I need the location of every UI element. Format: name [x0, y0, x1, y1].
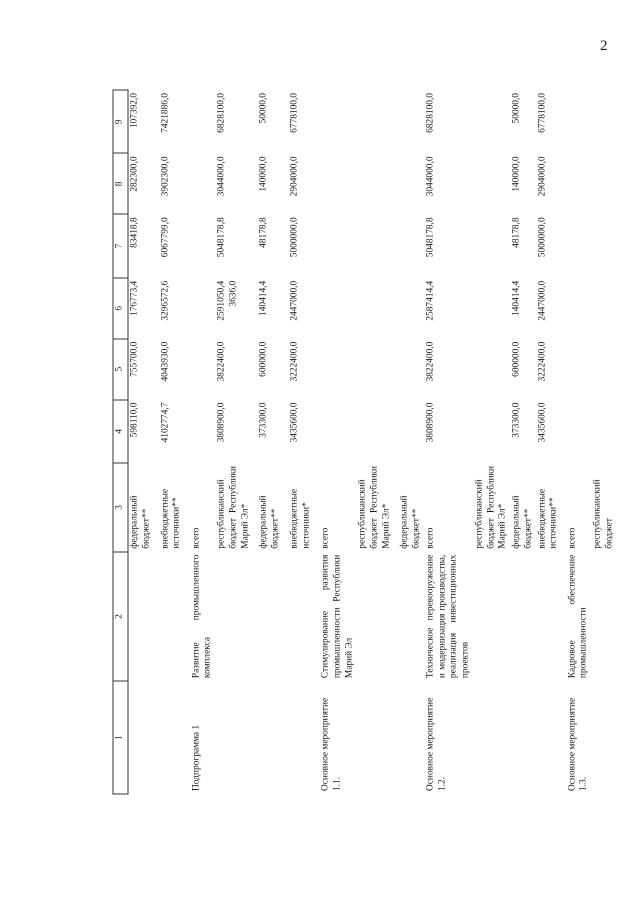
- value-cell: [357, 339, 399, 400]
- value-cell: 5048178,8: [216, 217, 227, 258]
- program-name-cell: Основное мероприятие 1.1.: [320, 697, 343, 791]
- program-description-cell: [159, 552, 190, 681]
- value-cell: 3808900,0: [425, 402, 436, 443]
- table-row: [566, 90, 592, 794]
- value-cell: [320, 400, 357, 463]
- value-cell: [190, 90, 216, 153]
- value-cell: 3222400,0: [537, 341, 547, 382]
- value-cell: 6828100,0: [425, 93, 436, 133]
- value-cell: 3808900,0: [216, 402, 227, 443]
- program-name-cell: [473, 681, 510, 794]
- value-cell: 50000,0: [258, 93, 269, 124]
- column-number: 4: [113, 400, 128, 463]
- column-number: 2: [113, 552, 128, 681]
- funding-source-cell: федеральный бюджет**: [258, 495, 281, 549]
- table-row: [190, 90, 216, 794]
- program-name-cell: [258, 681, 289, 794]
- value-cell: 83418,8: [129, 217, 140, 248]
- column-number: 3: [113, 463, 128, 552]
- program-table-frame: [113, 90, 615, 795]
- program-description-cell: [357, 552, 399, 681]
- value-cell: 6778100,0: [289, 93, 300, 133]
- value-cell: [320, 90, 357, 153]
- funding-source-cell: республиканский бюджет Республики Марий Эл*: [216, 465, 250, 549]
- value-line: 2591050,4: [216, 280, 227, 321]
- column-number: 6: [113, 278, 128, 339]
- value-cell: 2904000,0: [537, 156, 547, 197]
- program-description-cell: [536, 552, 566, 681]
- value-cell: [592, 278, 618, 339]
- program-name-cell: [128, 681, 159, 794]
- value-cell: [399, 214, 425, 277]
- funding-source-cell: всего: [320, 527, 331, 549]
- program-description-cell: [289, 552, 320, 681]
- program-name-cell: [216, 681, 258, 794]
- funding-source-cell: внебюджетные источники**: [537, 488, 559, 549]
- column-number: 7: [113, 214, 128, 277]
- value-cell: [473, 214, 510, 277]
- value-cell: 3435600,0: [537, 402, 547, 443]
- value-cell: [566, 90, 592, 153]
- value-cell: [592, 153, 618, 214]
- value-cell: 140000,0: [511, 156, 522, 192]
- value-cell: 3296572,6: [160, 280, 170, 321]
- value-cell: 50000,0: [511, 93, 522, 124]
- program-name-cell: Подпрограмма 1: [191, 724, 201, 791]
- value-cell: [320, 153, 357, 214]
- value-cell: 140414,4: [511, 280, 522, 316]
- value-cell: [320, 214, 357, 277]
- value-cell: [473, 400, 510, 463]
- value-cell: 3902300,0: [160, 156, 170, 197]
- value-cell: 176773,4: [129, 280, 140, 316]
- column-number: 5: [113, 339, 128, 400]
- program-description-cell: [216, 552, 258, 681]
- value-cell: [357, 90, 399, 153]
- value-cell: 4102774,7: [160, 402, 170, 443]
- value-cell: 48178,8: [258, 217, 269, 248]
- value-cell: [357, 214, 399, 277]
- funding-source-cell: республиканский бюджет Республики Марий Эл*: [474, 465, 508, 549]
- table-row: [424, 90, 473, 794]
- value-cell: [399, 90, 425, 153]
- value-cell: [320, 339, 357, 400]
- value-cell: [190, 214, 216, 277]
- funding-source-cell: внебюджетные источники*: [289, 488, 312, 549]
- program-description-cell: [399, 552, 425, 681]
- funding-source-cell: всего: [191, 527, 201, 549]
- value-cell: 373300,0: [258, 402, 269, 438]
- value-cell: [566, 153, 592, 214]
- program-name-cell: Основное мероприятие 1.2.: [425, 697, 447, 791]
- program-name-cell: [289, 681, 320, 794]
- value-cell: 282300,0: [129, 156, 140, 192]
- table-row: [258, 90, 289, 794]
- program-description-cell: [258, 552, 289, 681]
- table-row: [399, 90, 425, 794]
- value-line: 3636,0: [228, 280, 239, 307]
- funding-source-cell: федеральный бюджет**: [511, 495, 534, 549]
- value-cell: 755700,0: [129, 341, 140, 377]
- table-row: [159, 90, 190, 794]
- program-description-cell: Кадровое обеспечение промышленности: [567, 554, 589, 679]
- value-cell: [566, 278, 592, 339]
- value-cell: 140414,4: [258, 280, 269, 316]
- value-cell: 48178,8: [511, 217, 522, 248]
- value-cell: [473, 278, 510, 339]
- page-number: 2: [600, 38, 608, 54]
- program-description-cell: Техническое перевооружение и модернизация производства, реализация инвестиционных проектов: [425, 554, 471, 679]
- value-cell: 3822400,0: [216, 341, 227, 382]
- value-cell: [399, 400, 425, 463]
- value-cell: 600000,0: [511, 341, 522, 377]
- value-cell: [399, 339, 425, 400]
- value-cell: 2904000,0: [289, 156, 300, 197]
- value-cell: [566, 339, 592, 400]
- program-name-cell: [511, 681, 537, 794]
- value-cell: 3222400,0: [289, 341, 300, 382]
- program-name-cell: [159, 681, 190, 794]
- funding-source-cell: всего: [567, 527, 577, 549]
- value-cell: 4043930,0: [160, 341, 170, 382]
- value-cell: 5048178,8: [425, 217, 436, 258]
- program-description-cell: [128, 552, 159, 681]
- value-cell: 3044000,0: [425, 156, 436, 197]
- value-cell: [399, 153, 425, 214]
- column-number: 1: [113, 681, 128, 794]
- table-row: [592, 90, 618, 794]
- value-cell: [357, 153, 399, 214]
- program-name-cell: [399, 681, 425, 794]
- program-description-cell: [511, 552, 537, 681]
- value-cell: [399, 278, 425, 339]
- program-description-cell: Стимулирование развития промышленности Республики Марий Эл: [320, 554, 354, 679]
- table-row: [536, 90, 566, 794]
- table-row: [216, 90, 258, 794]
- value-cell: 140000,0: [258, 156, 269, 192]
- funding-source-cell: внебюджетные источники**: [160, 488, 182, 549]
- program-name-cell: [592, 681, 618, 794]
- value-cell: 2587414,4: [425, 280, 436, 321]
- funding-source-cell: всего: [425, 527, 436, 549]
- value-cell: [592, 90, 618, 153]
- value-cell: [473, 153, 510, 214]
- value-cell: 3822400,0: [425, 341, 436, 382]
- funding-source-cell: республиканский бюджет Республики Марий Эл*: [357, 465, 392, 549]
- value-cell: 373300,0: [511, 402, 522, 438]
- value-cell: 598110,0: [129, 402, 140, 438]
- value-cell: 3044000,0: [216, 156, 227, 197]
- table-row: [289, 90, 320, 794]
- value-cell: 7421886,0: [160, 93, 170, 133]
- table-row: [511, 90, 537, 794]
- column-number: 8: [113, 153, 128, 214]
- program-funding-table: [113, 90, 618, 795]
- value-cell: [592, 214, 618, 277]
- value-cell: [592, 339, 618, 400]
- funding-source-cell: федеральный бюджет**: [399, 495, 422, 549]
- value-cell: 600000,0: [258, 341, 269, 377]
- funding-source-cell: федеральный бюджет**: [129, 495, 152, 549]
- table-row: [357, 90, 399, 794]
- value-cell: [190, 153, 216, 214]
- program-name-cell: Основное мероприятие 1.3.: [567, 697, 589, 791]
- funding-source-cell: республиканский бюджет: [592, 479, 615, 549]
- program-name-cell: [357, 681, 399, 794]
- table-row: [473, 90, 510, 794]
- value-cell: 6067799,0: [160, 217, 170, 258]
- value-cell: [216, 278, 258, 339]
- table-row: [320, 90, 357, 794]
- value-cell: [473, 90, 510, 153]
- value-cell: 3435600,0: [289, 402, 300, 443]
- value-cell: 5000000,0: [537, 217, 547, 258]
- value-cell: [190, 400, 216, 463]
- value-cell: [320, 278, 357, 339]
- value-cell: 2447000,0: [289, 280, 300, 321]
- program-description-cell: [592, 552, 618, 681]
- column-number-row: [113, 90, 128, 794]
- program-description-cell: [473, 552, 510, 681]
- column-number: 9: [113, 90, 128, 153]
- value-cell: 107392,0: [129, 93, 140, 129]
- value-cell: 5000000,0: [289, 217, 300, 258]
- value-cell: 6778100,0: [537, 93, 547, 133]
- table-row: [128, 90, 159, 794]
- value-cell: [190, 278, 216, 339]
- value-cell: [357, 400, 399, 463]
- program-description-cell: Развитие промышленного комплекса: [191, 554, 213, 679]
- value-cell: [473, 339, 510, 400]
- program-name-cell: [536, 681, 566, 794]
- value-cell: [592, 400, 618, 463]
- value-cell: [566, 400, 592, 463]
- value-cell: [190, 339, 216, 400]
- value-cell: 2447000,0: [537, 280, 547, 321]
- value-cell: 6828100,0: [216, 93, 227, 133]
- value-cell: [566, 214, 592, 277]
- value-cell: [357, 278, 399, 339]
